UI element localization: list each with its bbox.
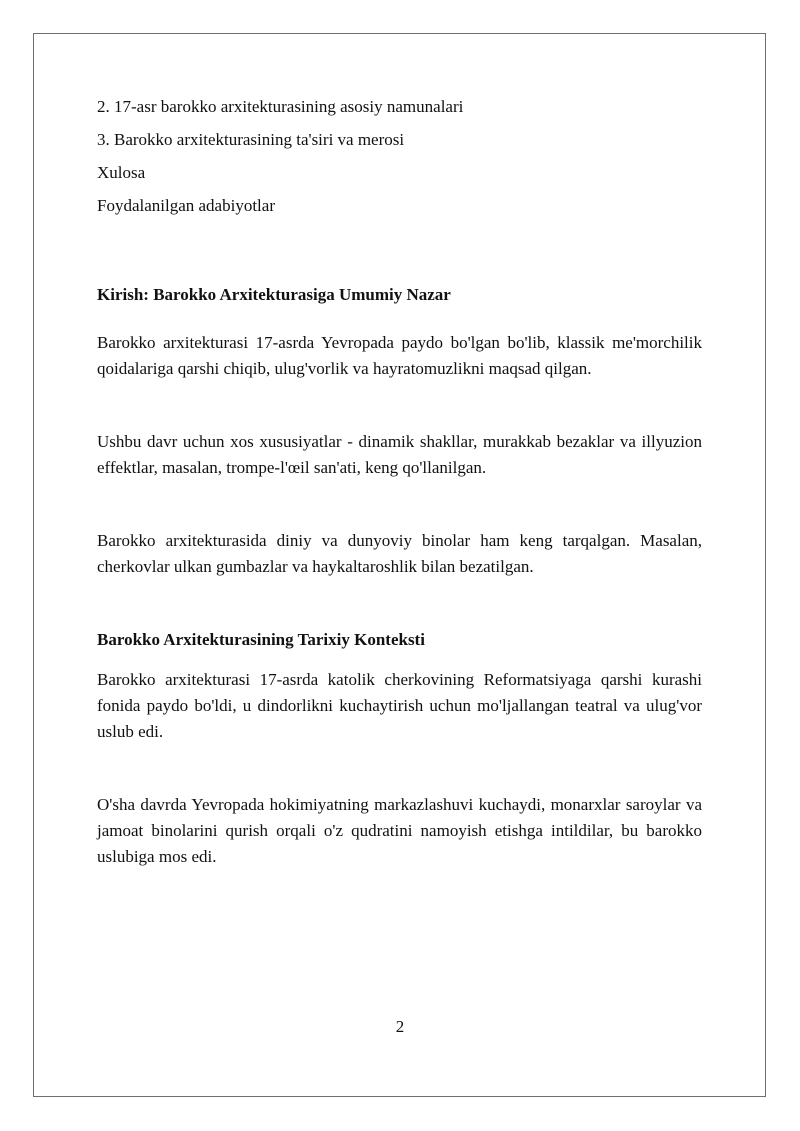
- toc-item: Foydalanilgan adabiyotlar: [97, 196, 275, 215]
- toc-item: 2. 17-asr barokko arxitekturasining asosiy namunalari: [97, 97, 464, 116]
- paragraph: O'sha davrda Yevropada hokimiyatning markazlashuvi kuchaydi, monarxlar saroylar va jamoat binolarini qurish orqali o'z qudratini namoyish etishga intildilar, bu barokko uslubiga mos edi.: [97, 795, 702, 866]
- paragraph: Barokko arxitekturasi 17-asrda katolik cherkovining Reformatsiyaga qarshi kurashi fonida paydo bo'ldi, u dindorlikni kuchaytirish uchun mo'ljallangan teatral va ulug'vor uslub edi.: [97, 670, 702, 741]
- document-body: [97, 94, 702, 870]
- section-heading-introduction: Kirish: Barokko Arxitekturasiga Umumiy Nazar: [97, 285, 451, 304]
- paragraph: Ushbu davr uchun xos xususiyatlar - dinamik shakllar, murakkab bezaklar va illyuzion effektlar, masalan, trompe-l'œil san'ati, keng qo'llanilgan.: [97, 432, 702, 477]
- toc-item: Xulosa: [97, 163, 146, 182]
- section-heading-historical-context: Barokko Arxitekturasining Tarixiy Konteksti: [97, 630, 425, 649]
- paragraph: Barokko arxitekturasi 17-asrda Yevropada paydo bo'lgan bo'lib, klassik me'morchilik qoidalariga qarshi chiqib, ulug'vorlik va hayratomuzlikni maqsad qilgan.: [97, 333, 702, 378]
- page-number: 2: [395, 1017, 405, 1036]
- toc-item: 3. Barokko arxitekturasining ta'siri va merosi: [97, 130, 405, 149]
- paragraph: Barokko arxitekturasida diniy va dunyoviy binolar ham keng tarqalgan. Masalan, cherkovlar ulkan gumbazlar va haykaltaroshlik bilan bezatilgan.: [97, 531, 702, 576]
